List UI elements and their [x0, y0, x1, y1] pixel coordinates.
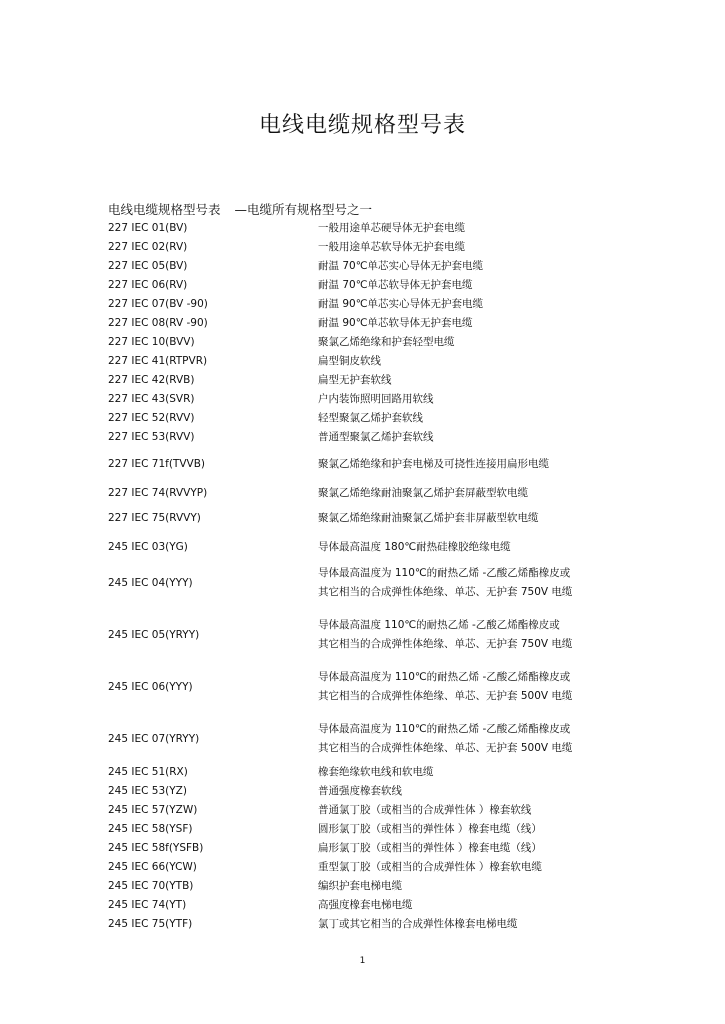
description-line: 其它相当的合成弹性体绝缘、单芯、无护套 500V 电缆: [318, 690, 573, 702]
description-line: 扁形氯丁胶（或相当的弹性体 ）橡套电缆（线）: [318, 842, 542, 854]
description-line: 耐温 90℃单芯实心导体无护套电缆: [318, 298, 483, 310]
table-row: [0, 820, 725, 839]
model-code: 245 IEC 04(YYY): [108, 577, 193, 589]
model-code: 245 IEC 66(YCW): [108, 861, 197, 873]
description-line: 导体最高温度为 110℃的耐热乙烯 -乙酸乙烯酯橡皮或: [318, 671, 571, 683]
table-row: [0, 257, 725, 276]
description-line: 导体最高温度 110℃的耐热乙烯 -乙酸乙烯酯橡皮或: [318, 619, 560, 631]
subtitle-left: 电线电缆规格型号表: [108, 202, 221, 217]
model-code: 227 IEC 42(RVB): [108, 374, 195, 386]
description-line: 聚氯乙烯绝缘耐油聚氯乙烯护套非屏蔽型软电缆: [318, 512, 539, 524]
table-row: [0, 509, 725, 528]
description-line: 重型氯丁胶（或相当的合成弹性体 ）橡套软电缆: [318, 861, 542, 873]
description-line: 其它相当的合成弹性体绝缘、单芯、无护套 750V 电缆: [318, 586, 573, 598]
table-row: [0, 314, 725, 333]
description-line: 导体最高温度 180℃耐热硅橡胶绝缘电缆: [318, 541, 511, 553]
table-row: [0, 219, 725, 238]
table-row: [0, 896, 725, 915]
description-line: 扁型无护套软线: [318, 374, 392, 386]
model-description: [318, 839, 542, 858]
model-description: [318, 455, 549, 474]
description-line: 一般用途单芯软导体无护套电缆: [318, 241, 465, 253]
table-row: [0, 839, 725, 858]
model-description: [318, 896, 413, 915]
table-row: [0, 915, 725, 934]
description-line: 普通强度橡套软线: [318, 785, 402, 797]
model-description: [318, 720, 572, 758]
model-code: 227 IEC 07(BV -90): [108, 298, 208, 310]
model-description: [318, 352, 381, 371]
description-line: 耐温 70℃单芯实心导体无护套电缆: [318, 260, 483, 272]
model-code: 245 IEC 06(YYY): [108, 681, 193, 693]
table-row: [0, 455, 725, 474]
description-line: 导体最高温度为 110℃的耐热乙烯 -乙酸乙烯酯橡皮或: [318, 567, 571, 579]
model-code: 245 IEC 74(YT): [108, 899, 187, 911]
table-row: [0, 720, 725, 758]
table-row: [0, 668, 725, 706]
description-line: 一般用途单芯硬导体无护套电缆: [318, 222, 465, 234]
model-description: [318, 564, 572, 602]
model-code: 245 IEC 05(YRYY): [108, 629, 200, 641]
model-code: 227 IEC 02(RV): [108, 241, 188, 253]
model-description: [318, 915, 518, 934]
model-description: [318, 409, 423, 428]
model-code: 227 IEC 05(BV): [108, 260, 188, 272]
model-code: 227 IEC 75(RVVY): [108, 512, 201, 524]
table-row: [0, 352, 725, 371]
table-row: [0, 409, 725, 428]
description-line: 其它相当的合成弹性体绝缘、单芯、无护套 500V 电缆: [318, 742, 573, 754]
table-row: [0, 333, 725, 352]
model-code: 227 IEC 10(BVV): [108, 336, 195, 348]
subtitle-right: —电缆所有规格型号之一: [234, 202, 373, 217]
model-code: 245 IEC 75(YTF): [108, 918, 193, 930]
page-number: 1: [359, 956, 366, 966]
model-code: 227 IEC 52(RVV): [108, 412, 195, 424]
table-row: [0, 564, 725, 602]
model-code: 227 IEC 43(SVR): [108, 393, 195, 405]
model-description: [318, 314, 473, 333]
description-line: 橡套绝缘软电线和软电缆: [318, 766, 434, 778]
description-line: 轻型聚氯乙烯护套软线: [318, 412, 423, 424]
description-line: 聚氯乙烯绝缘和护套电梯及可挠性连接用扁形电缆: [318, 458, 549, 470]
description-line: 耐温 90℃单芯软导体无护套电缆: [318, 317, 473, 329]
model-description: [318, 616, 572, 654]
model-description: [318, 276, 473, 295]
table-row: [0, 428, 725, 447]
model-code: 245 IEC 58(YSF): [108, 823, 193, 835]
model-code: 227 IEC 74(RVVYP): [108, 487, 208, 499]
model-code: 245 IEC 51(RX): [108, 766, 188, 778]
model-description: [318, 763, 434, 782]
model-code: 227 IEC 71f(TVVB): [108, 458, 206, 470]
model-code: 245 IEC 03(YG): [108, 541, 188, 553]
model-code: 245 IEC 53(YZ): [108, 785, 187, 797]
description-line: 导体最高温度为 110℃的耐热乙烯 -乙酸乙烯酯橡皮或: [318, 723, 571, 735]
description-line: 普通型聚氯乙烯护套软线: [318, 431, 434, 443]
model-description: [318, 484, 528, 503]
model-code: 245 IEC 07(YRYY): [108, 733, 200, 745]
description-line: 聚氯乙烯绝缘和护套轻型电缆: [318, 336, 455, 348]
description-line: 其它相当的合成弹性体绝缘、单芯、无护套 750V 电缆: [318, 638, 573, 650]
table-row: [0, 238, 725, 257]
description-line: 高强度橡套电梯电缆: [318, 899, 413, 911]
model-code: 227 IEC 01(BV): [108, 222, 188, 234]
description-line: 普通氯丁胶（或相当的合成弹性体 ）橡套软线: [318, 804, 532, 816]
table-row: [0, 538, 725, 557]
model-description: [318, 877, 402, 896]
model-description: [318, 371, 392, 390]
model-description: [318, 295, 483, 314]
page-title: 电线电缆规格型号表: [258, 113, 466, 138]
model-code: 227 IEC 06(RV): [108, 279, 188, 291]
table-row: [0, 276, 725, 295]
model-description: [318, 858, 542, 877]
model-description: [318, 257, 483, 276]
model-code: 227 IEC 08(RV -90): [108, 317, 208, 329]
model-description: [318, 238, 465, 257]
model-code: 245 IEC 58f(YSFB): [108, 842, 204, 854]
table-row: [0, 371, 725, 390]
table-row: [0, 390, 725, 409]
model-description: [318, 820, 542, 839]
table-row: [0, 877, 725, 896]
description-line: 聚氯乙烯绝缘耐油聚氯乙烯护套屏蔽型软电缆: [318, 487, 528, 499]
section-subtitle: [108, 200, 372, 218]
table-row: [0, 616, 725, 654]
table-row: [0, 858, 725, 877]
model-code: 227 IEC 53(RVV): [108, 431, 195, 443]
table-row: [0, 484, 725, 503]
model-description: [318, 509, 539, 528]
model-description: [318, 801, 531, 820]
model-description: [318, 538, 511, 557]
table-row: [0, 763, 725, 782]
description-line: 户内装饰照明回路用软线: [318, 393, 434, 405]
model-code: 227 IEC 41(RTPVR): [108, 355, 208, 367]
description-line: 扁型铜皮软线: [318, 355, 381, 367]
model-code: 245 IEC 57(YZW): [108, 804, 198, 816]
model-description: [318, 219, 465, 238]
table-row: [0, 782, 725, 801]
description-line: 编织护套电梯电缆: [318, 880, 402, 892]
description-line: 耐温 70℃单芯软导体无护套电缆: [318, 279, 473, 291]
model-description: [318, 428, 434, 447]
model-description: [318, 668, 572, 706]
table-row: [0, 295, 725, 314]
model-description: [318, 782, 402, 801]
model-code: 245 IEC 70(YTB): [108, 880, 194, 892]
description-line: 氯丁或其它相当的合成弹性体橡套电梯电缆: [318, 918, 518, 930]
model-description: [318, 390, 434, 409]
model-description: [318, 333, 455, 352]
description-line: 圆形氯丁胶（或相当的弹性体 ）橡套电缆（线）: [318, 823, 542, 835]
table-row: [0, 801, 725, 820]
